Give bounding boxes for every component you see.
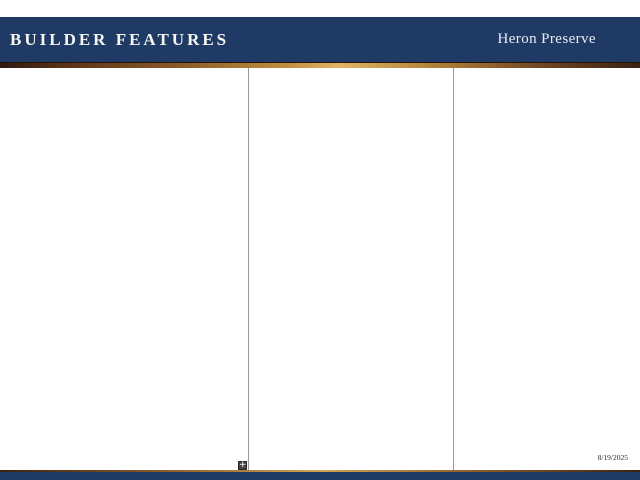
community-name: Heron Preserve (497, 31, 596, 47)
page-title: BUILDER FEATURES (10, 29, 230, 49)
footer-bar (0, 472, 640, 480)
column-exterior-electrical (248, 68, 453, 470)
plus-icon: + (239, 460, 247, 470)
date-label: 8/19/2025 (597, 453, 628, 462)
expand-button[interactable] (238, 461, 247, 470)
column-interior-features (0, 68, 248, 470)
column-financing-quality-warranties-energy (453, 68, 640, 470)
content-area (0, 68, 640, 470)
header-bar (0, 17, 640, 62)
